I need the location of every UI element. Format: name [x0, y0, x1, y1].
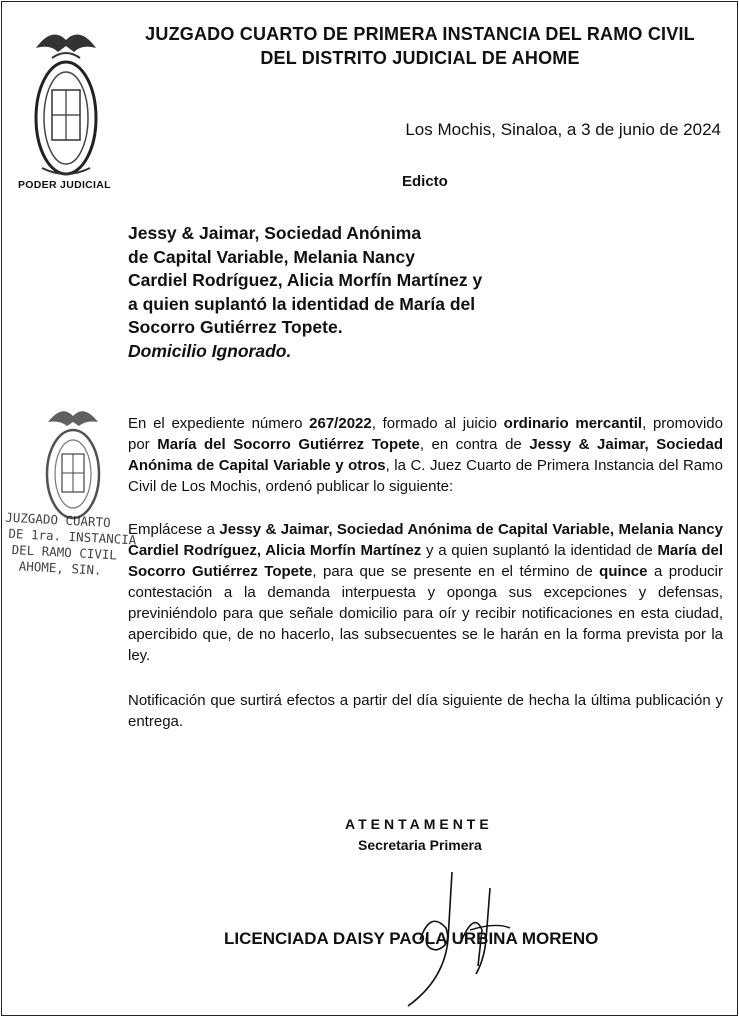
- domicile-note: Domicilio Ignorado.: [128, 340, 292, 361]
- addressee-line: de Capital Variable, Melania Nancy: [128, 246, 415, 267]
- document-title: Edicto: [402, 173, 448, 190]
- addressee-line: Cardiel Rodríguez, Alicia Morfín Martínez y: [128, 270, 483, 290]
- addressee-block: [128, 222, 488, 363]
- court-name-line-2: DEL DISTRITO JUDICIAL DE AHOME: [260, 48, 580, 68]
- signer-name: LICENCIADA DAISY PAOLA URBINA MORENO: [224, 929, 599, 948]
- stamp-line: DEL RAMO CIVIL: [11, 541, 118, 563]
- stamp-line: JUZGADO CUARTO: [4, 509, 111, 531]
- addressee-line: a quien suplantó la identidad de María del: [128, 293, 476, 314]
- stamp-line: DE 1ra. INSTANCIA: [8, 525, 137, 548]
- paragraph-notificacion: Notificación que surtirá efectos a partir del día siguiente de hecha la última publicación y entrega.: [128, 692, 723, 730]
- seal-label: PODER JUDICIAL: [18, 179, 111, 191]
- court-name-line-1: JUZGADO CUARTO DE PRIMERA INSTANCIA DEL RAMO CIVIL: [145, 24, 695, 44]
- judicial-seal-emblem: [22, 18, 110, 178]
- closing-atentamente: ATENTAMENTE: [345, 816, 493, 832]
- court-stamp-text: [2, 510, 137, 581]
- addressee-line: Jessy & Jaimar, Sociedad Anónima: [128, 223, 422, 243]
- paragraph-expediente: En el expediente número 267/2022, formado al juicio ordinario mercantil, promovido por María del Socorro Gutiérrez Topete, en contra de Jessy & Jaimar, Sociedad Anónima de Capital Variable y otros, la C. Juez Cuarto de Primera Instancia del Ramo Civil de Los Mochis, ordenó publicar lo siguiente:: [128, 415, 723, 495]
- stamp-line: AHOME, SIN.: [18, 558, 102, 578]
- paragraph-emplazamiento: Emplácese a Jessy & Jaimar, Sociedad Anónima de Capital Variable, Melania Nancy Cardiel Rodríguez, Alicia Morfín Martínez y a quien suplantó la identidad de María del Socorro Gutiérrez Topete, para que se presente en el término de quince a producir contestación a la demanda interpuesta y oponga sus excepciones y defensas, previniéndolo para que señale domicilio para oír y recibir notificaciones en esta ciudad, apercibido que, de no hacerlo, las subsecuentes se le harán en la forma prevista por la ley.: [128, 521, 723, 664]
- addressee-line: Socorro Gutiérrez Topete.: [128, 317, 343, 337]
- signer-role: Secretaria Primera: [358, 837, 482, 853]
- place-date: Los Mochis, Sinaloa, a 3 de junio de 2024: [405, 120, 721, 139]
